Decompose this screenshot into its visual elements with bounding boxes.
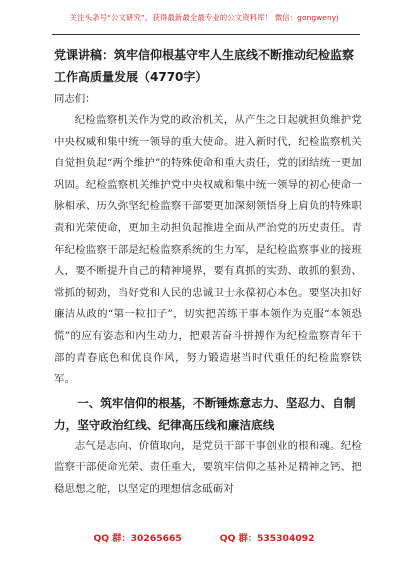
page-footer — [0, 530, 408, 550]
greeting: 同志们： — [54, 93, 96, 105]
paragraph: 纪检监察机关作为党的政治机关，从产生之日起就担负维护党中央权威和集中统一领导的重大使命。进入新时代，纪检监察机关自觉担负起“两个维护”的特殊使命和重大责任，党的团结统一更加巩固。纪检监察机关维护党中央权威和集中统一领导的初心使命一脉相承、历久弥坚纪检监察干部要更加深刻领悟身上肩负的特殊职责和光荣使命，更加主动担负起推进全面从严治党的历史责任。青年纪检监察干部是纪检监察系统的生力军，是纪检监察事业的接班人，要不断提升自己的精神境界，要有真抓的实劲、敢抓的狠劲、常抓的韧劲，当好党和人民的忠诚卫士永葆初心本色。要坚决扣好廉洁从政的“第一粒扣子”，切实把苦练干事本领作为克服“本领恐慌”的应有姿态和内生动力，把艰苦奋斗拼搏作为纪检监察青年干部的青春底色和优良作风，努力锻造堪当时代重任的纪检监察铁军。 — [54, 114, 362, 386]
document-body — [54, 44, 362, 501]
header-divider — [52, 34, 360, 35]
header-notice: 关注头条号“公文研究”，获得最新最全最专业的公文资料库！ 微信：gongwenyj — [69, 12, 339, 22]
page-header — [0, 0, 408, 34]
paragraph: 志气是志向、价值取向，是党员干部干事创业的根和魂。纪检监察干部使命光荣、责任重大，要筑牢信仰之基补足精神之钙、把稳思想之舵，以坚定的理想信念砥砺对 — [54, 439, 362, 495]
section-heading: 一、筑牢信仰的根基，不断锤炼意志力、坚忍力、自制力，坚守政治红线、纪律高压线和廉洁底线 — [54, 395, 356, 432]
document-title: 党课讲稿：筑牢信仰根基守牢人生底线不断推动纪检监察工作高质量发展（4770字） — [54, 48, 355, 84]
footer-qq-group-2: QQ 群：535304092 — [219, 533, 315, 544]
footer-qq-group-1: QQ 群：30265665 — [93, 533, 182, 544]
